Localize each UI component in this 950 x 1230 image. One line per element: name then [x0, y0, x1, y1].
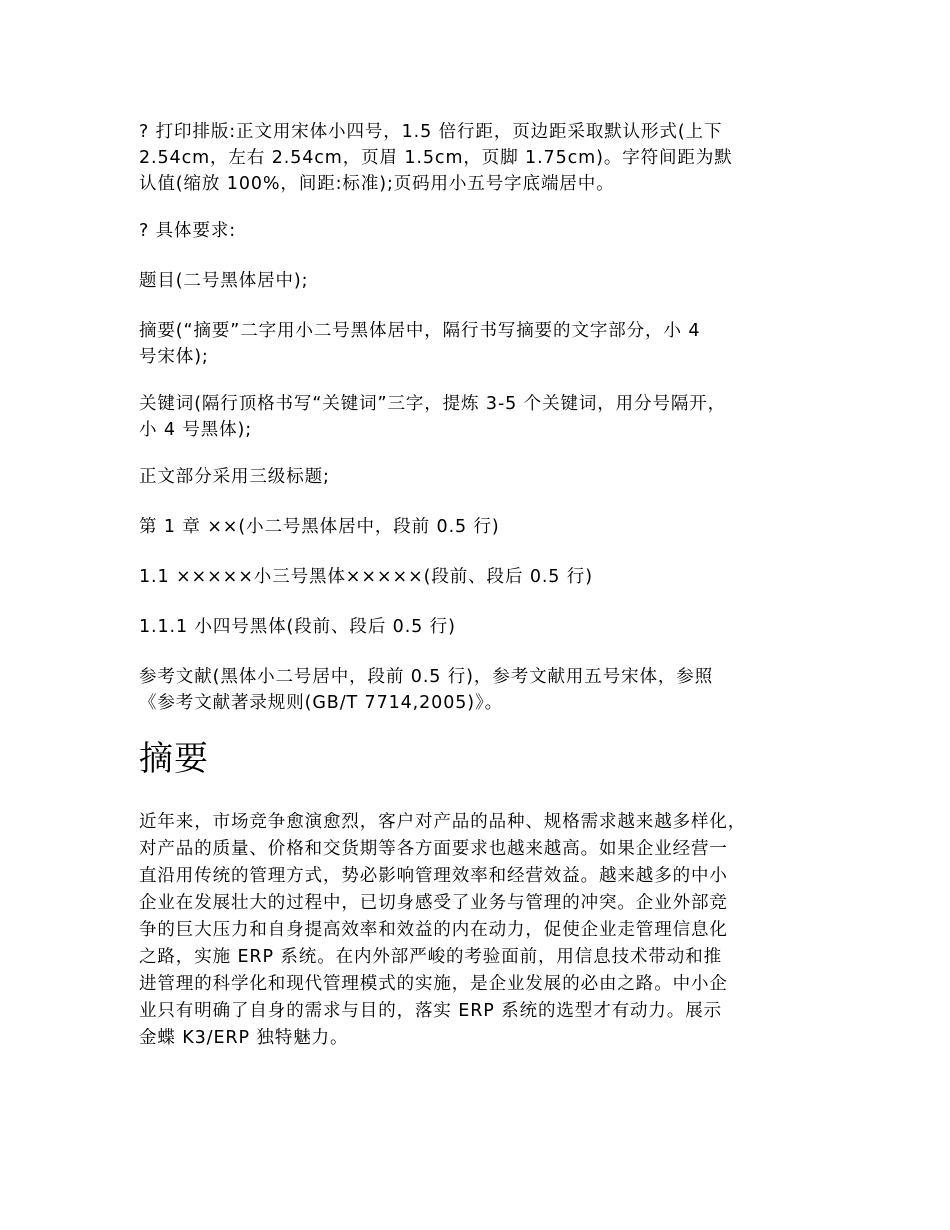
subsection-rule-paragraph: 1.1.1 小四号黑体(段前、段后 0.5 行) — [139, 617, 456, 637]
text-line: 《参考文献著录规则(GB/T 7714,2005)》。 — [139, 693, 504, 713]
keywords-rule-paragraph — [139, 391, 840, 443]
text-line: ? 打印排版:正文用宋体小四号，1.5 倍行距，页边距采取默认形式(上下 — [139, 122, 723, 142]
text-line: 参考文献(黑体小二号居中，段前 0.5 行)，参考文献用五号宋体，参照 — [139, 667, 714, 687]
abstract-line: 对产品的质量、价格和交货期等各方面要求也越来越高。如果企业经营一 — [139, 839, 728, 859]
abstract-line: 业只有明确了自身的需求与目的，落实 ERP 系统的选型才有动力。展示 — [139, 1001, 722, 1021]
print-layout-paragraph — [139, 119, 840, 197]
abstract-body — [139, 809, 840, 1052]
abstract-line: 企业在发展壮大的过程中，已切身感受了业务与管理的冲突。企业外部竞 — [139, 893, 728, 913]
specific-requirements-heading: ? 具体要求: — [139, 221, 237, 241]
abstract-line: 近年来，市场竞争愈演愈烈，客户对产品的品种、规格需求越来越多样化， — [139, 812, 747, 832]
title-rule-paragraph: 题目(二号黑体居中); — [139, 271, 309, 291]
section-rule-paragraph: 1.1 ×××××小三号黑体×××××(段前、段后 0.5 行) — [139, 567, 593, 587]
text-line: 号宋体); — [139, 347, 209, 367]
abstract-line: 直沿用传统的管理方式，势必影响管理效率和经营效益。越来越多的中小 — [139, 866, 728, 886]
abstract-heading: 摘要 — [139, 739, 209, 779]
text-line: 关键词(隔行顶格书写“关键词”三字，提炼 3-5 个关键词，用分号隔开， — [139, 394, 727, 414]
text-line: 2.54cm，左右 2.54cm，页眉 1.5cm，页脚 1.75cm)。字符间距为默 — [139, 148, 733, 168]
abstract-line: 争的巨大压力和自身提高效率和效益的内在动力，促使企业走管理信息化 — [139, 920, 728, 940]
text-line: 小 4 号黑体); — [139, 420, 253, 440]
chapter-rule-paragraph: 第 1 章 ××(小二号黑体居中，段前 0.5 行) — [139, 517, 500, 537]
body-rule-paragraph: 正文部分采用三级标题; — [139, 467, 330, 487]
abstract-rule-paragraph — [139, 318, 840, 370]
abstract-line: 之路，实施 ERP 系统。在内外部严峻的考验面前，用信息技术带动和推 — [139, 947, 722, 967]
text-line: 认值(缩放 100%，间距:标准);页码用小五号字底端居中。 — [139, 174, 615, 194]
text-line: 摘要(“摘要”二字用小二号黑体居中，隔行书写摘要的文字部分，小 4 — [139, 321, 701, 341]
abstract-line: 进管理的科学化和现代管理模式的实施，是企业发展的必由之路。中小企 — [139, 974, 728, 994]
abstract-line: 金蝶 K3/ERP 独特魅力。 — [139, 1028, 349, 1048]
references-rule-paragraph — [139, 664, 840, 716]
